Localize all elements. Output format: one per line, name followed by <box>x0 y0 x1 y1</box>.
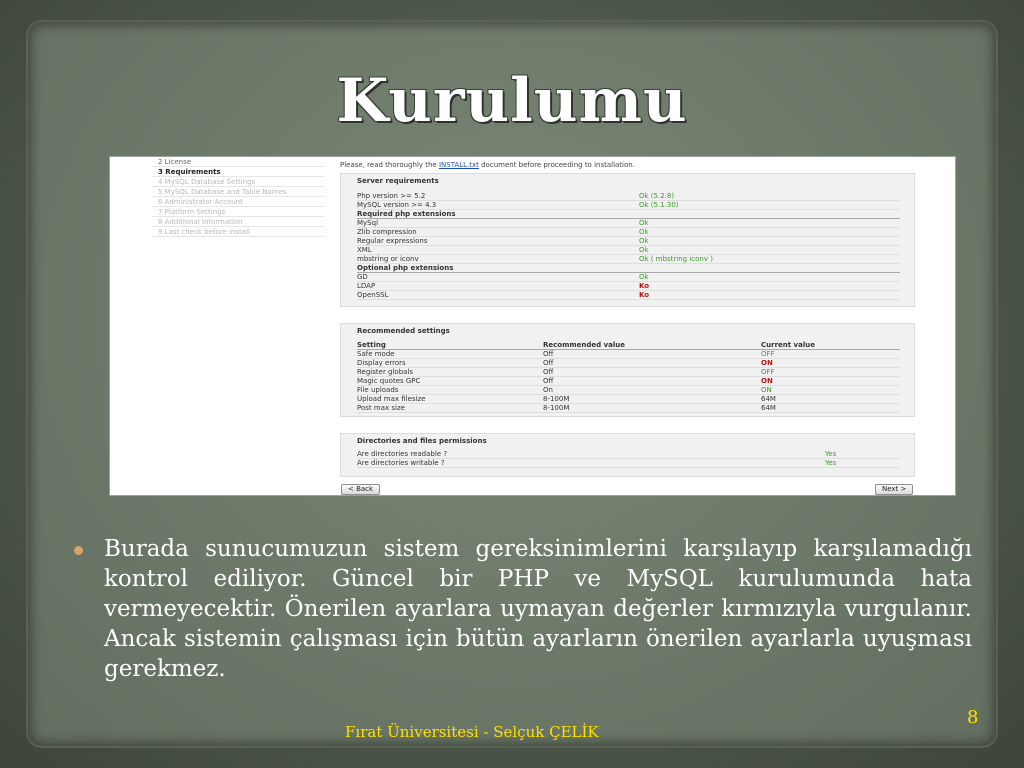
setting-row <box>357 359 900 368</box>
step-last-check: 9 Last check before install <box>152 227 324 237</box>
setting-row <box>357 404 900 413</box>
step-mysql-settings: 4 MySQL Database Settings <box>152 177 324 187</box>
setting-recommended: Off <box>543 368 554 376</box>
setting-row <box>357 368 900 377</box>
intro-after: document before proceeding to installation. <box>478 161 635 169</box>
installer-steps <box>152 157 324 237</box>
setting-row <box>357 395 900 404</box>
setting-row <box>357 377 900 386</box>
directories-title: Directories and files permissions <box>357 437 487 445</box>
setting-recommended: On <box>543 386 553 394</box>
setting-current: ON <box>761 359 773 367</box>
extension-value: Ok <box>639 237 649 245</box>
extension-row <box>357 273 900 282</box>
server-requirements-title: Server requirements <box>357 177 439 185</box>
extension-name: Zlib compression <box>357 228 417 236</box>
setting-name: Safe mode <box>357 350 395 358</box>
setting-recommended: 8-100M <box>543 395 570 403</box>
setting-name: Post max size <box>357 404 405 412</box>
setting-recommended: Off <box>543 359 554 367</box>
setting-row <box>357 386 900 395</box>
extension-row <box>357 291 900 300</box>
bullet-dot-icon <box>74 546 83 555</box>
requirement-row <box>357 201 900 210</box>
setting-recommended: Off <box>543 350 554 358</box>
setting-recommended: Off <box>543 377 554 385</box>
setting-current: 64M <box>761 404 776 412</box>
next-button[interactable]: Next > <box>875 484 913 495</box>
setting-current: ON <box>761 386 772 394</box>
extension-row <box>357 228 900 237</box>
step-mysql-names: 5 MySQL Database and Table Names <box>152 187 324 197</box>
extension-row <box>357 255 900 264</box>
setting-name: Upload max filesize <box>357 395 426 403</box>
requirement-value: Ok (5.2.8) <box>639 192 675 200</box>
setting-name: File uploads <box>357 386 399 394</box>
setting-current: 64M <box>761 395 776 403</box>
extension-value: Ok <box>639 246 649 254</box>
extension-row <box>357 282 900 291</box>
directory-row <box>357 459 900 468</box>
header-recommended: Recommended value <box>543 341 626 349</box>
extension-value: Ok ( mbstring iconv ) <box>639 255 713 263</box>
extension-name: GD <box>357 273 368 281</box>
requirement-value: Ok (5.1.30) <box>639 201 679 209</box>
recommended-settings-title: Recommended settings <box>357 327 450 335</box>
setting-current: OFF <box>761 350 775 358</box>
setting-name: Register globals <box>357 368 414 376</box>
bullet-list <box>74 534 972 684</box>
step-license[interactable]: 2 License <box>152 157 324 167</box>
extension-value: Ok <box>639 228 649 236</box>
extension-name: LDAP <box>357 282 376 290</box>
setting-name: Magic quotes GPC <box>357 377 421 385</box>
step-platform-settings: 7 Platform Settings <box>152 207 324 217</box>
setting-name: Display errors <box>357 359 406 367</box>
required-extensions-heading: Required php extensions <box>357 210 900 219</box>
header-current: Current value <box>761 341 815 349</box>
extension-value: Ko <box>639 291 650 299</box>
setting-current: OFF <box>761 368 775 376</box>
recommended-header-row <box>357 341 900 350</box>
extension-row <box>357 237 900 246</box>
header-setting: Setting <box>357 341 386 349</box>
page-number: 8 <box>967 707 979 728</box>
extension-name: mbstring or iconv <box>357 255 419 263</box>
requirement-name: MySQL version >= 4.3 <box>357 201 437 209</box>
extension-row <box>357 219 900 228</box>
intro-before: Please, read thoroughly the <box>340 161 439 169</box>
install-txt-link[interactable]: INSTALL.txt <box>438 161 479 169</box>
directory-row <box>357 450 900 459</box>
extension-value: Ok <box>639 219 649 227</box>
setting-recommended: 8-100M <box>543 404 570 412</box>
directory-check-value: Yes <box>825 459 837 467</box>
step-additional-info: 8 Additional Information <box>152 217 324 227</box>
extension-name: MySql <box>357 219 379 227</box>
requirement-row <box>357 192 900 201</box>
extension-name: Regular expressions <box>357 237 428 245</box>
extension-name: OpenSSL <box>357 291 389 299</box>
bullet-text: Burada sunucumuzun sistem gereksinimlerini karşılayıp karşılamadığı kontrol ediliyor. Güncel bir PHP ve MySQL kurulumunda hata vermeyecektir. Önerilen ayarlara uymayan değerler kırmızıyla vurgulanır. Ancak sistemin çalışması için bütün ayarların önerilen ayarlarla uyuşması gerekmez. <box>104 536 972 682</box>
directory-check-value: Yes <box>825 450 837 458</box>
directory-check-name: Are directories writable ? <box>357 459 445 467</box>
step-admin-account: 6 Administrator Account <box>152 197 324 207</box>
directories-box <box>340 433 915 477</box>
back-button[interactable]: < Back <box>341 484 380 495</box>
extension-row <box>357 246 900 255</box>
directory-check-name: Are directories readable ? <box>357 450 448 458</box>
slide-footer: Fırat Üniversitesi - Selçuk ÇELİK <box>345 723 599 741</box>
optional-extensions-heading: Optional php extensions <box>357 264 900 273</box>
setting-row <box>357 350 900 359</box>
installer-main <box>340 157 946 496</box>
extension-value: Ok <box>639 273 649 281</box>
setting-current: ON <box>761 377 773 385</box>
requirement-name: Php version >= 5.2 <box>357 192 426 200</box>
extension-value: Ko <box>639 282 650 290</box>
server-requirements-box <box>340 173 915 307</box>
installer-screenshot <box>109 156 956 496</box>
intro-text <box>340 157 946 171</box>
recommended-settings-box <box>340 323 915 417</box>
extension-name: XML <box>357 246 372 254</box>
slide-title: Kurulumu <box>336 66 688 136</box>
step-requirements[interactable]: 3 Requirements <box>152 167 324 177</box>
